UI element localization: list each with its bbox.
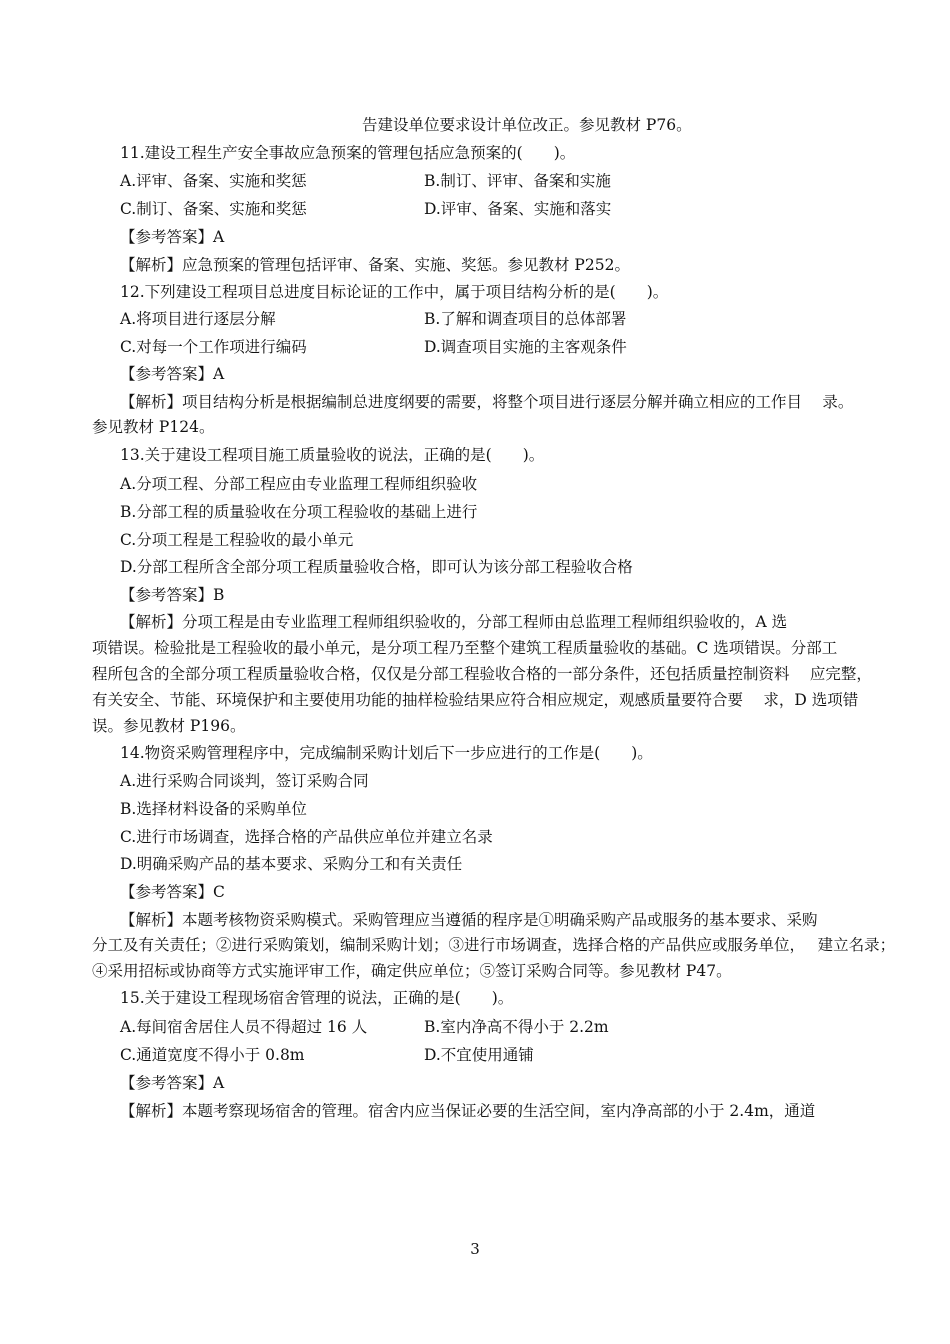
answer-label: 【参考答案】A bbox=[120, 1074, 225, 1092]
option-b: B.室内净高不得小于 2.2m bbox=[424, 1018, 609, 1036]
option-c: C.通道宽度不得小于 0.8m bbox=[120, 1046, 305, 1064]
option-b: B.选择材料设备的采购单位 bbox=[120, 800, 307, 818]
question-12: 12.下列建设工程项目总进度目标论证的工作中，属于项目结构分析的是( )。 bbox=[120, 283, 669, 301]
explanation: 【解析】本题考核物资采购模式。采购管理应当遵循的程序是①明确采购产品或服务的基本要求、采购 bbox=[120, 911, 818, 929]
question-14: 14.物资采购管理程序中，完成编制采购计划后下一步应进行的工作是( )。 bbox=[120, 744, 653, 762]
explanation: 误。参见教材 P196。 bbox=[92, 717, 246, 735]
option-d: D.分部工程所含全部分项工程质量验收合格，即可认为该分部工程验收合格 bbox=[120, 558, 633, 576]
explanation: ④采用招标或协商等方式实施评审工作，确定供应单位；⑤签订采购合同等。参见教材 P47。 bbox=[92, 962, 732, 980]
text-line: 告建设单位要求设计单位改正。参见教材 P76。 bbox=[362, 116, 692, 134]
answer-label: 【参考答案】A bbox=[120, 365, 225, 383]
option-a: A.评审、备案、实施和奖惩 bbox=[120, 172, 307, 190]
answer-label: 【参考答案】B bbox=[120, 586, 225, 604]
option-b: B.制订、评审、备案和实施 bbox=[424, 172, 611, 190]
option-c: C.制订、备案、实施和奖惩 bbox=[120, 200, 307, 218]
option-d: D.明确采购产品的基本要求、采购分工和有关责任 bbox=[120, 855, 463, 873]
answer-label: 【参考答案】A bbox=[120, 228, 225, 246]
option-c: C.分项工程是工程验收的最小单元 bbox=[120, 531, 354, 549]
option-c: C.对每一个工作项进行编码 bbox=[120, 338, 307, 356]
explanation: 项错误。检验批是工程验收的最小单元，是分项工程乃至整个建筑工程质量验收的基础。C 选项错误。分部工 bbox=[92, 639, 838, 657]
explanation: 程所包含的全部分项工程质量验收合格，仅仅是分部工程验收合格的一部分条件，还包括质量控制资料 应完整， bbox=[92, 665, 872, 683]
option-c: C.进行市场调查，选择合格的产品供应单位并建立名录 bbox=[120, 828, 493, 846]
question-15: 15.关于建设工程现场宿舍管理的说法，正确的是( )。 bbox=[120, 989, 514, 1007]
option-d: D.调查项目实施的主客观条件 bbox=[424, 338, 627, 356]
explanation: 【解析】本题考察现场宿舍的管理。宿舍内应当保证必要的生活空间，室内净高部的小于 2.4m，通道 bbox=[120, 1102, 816, 1120]
option-b: B.了解和调查项目的总体部署 bbox=[424, 310, 627, 328]
explanation: 参见教材 P124。 bbox=[92, 418, 215, 436]
page-number: 3 bbox=[470, 1240, 480, 1258]
question-11: 11.建设工程生产安全事故应急预案的管理包括应急预案的( )。 bbox=[120, 144, 576, 162]
option-d: D.评审、备案、实施和落实 bbox=[424, 200, 612, 218]
explanation: 【解析】分项工程是由专业监理工程师组织验收的，分部工程师由总监理工程师组织验收的，A 选 bbox=[120, 613, 788, 631]
option-b: B.分部工程的质量验收在分项工程验收的基础上进行 bbox=[120, 503, 478, 521]
explanation: 有关安全、节能、环境保护和主要使用功能的抽样检验结果应符合相应规定，观感质量要符合要 求，D 选项错 bbox=[92, 691, 859, 709]
question-13: 13.关于建设工程项目施工质量验收的说法，正确的是( )。 bbox=[120, 446, 545, 464]
explanation: 【解析】项目结构分析是根据编制总进度纲要的需要，将整个项目进行逐层分解并确立相应的工作目 录。 bbox=[120, 393, 854, 411]
option-a: A.将项目进行逐层分解 bbox=[120, 310, 276, 328]
explanation: 【解析】应急预案的管理包括评审、备案、实施、奖惩。参见教材 P252。 bbox=[120, 256, 630, 274]
option-a: A.进行采购合同谈判，签订采购合同 bbox=[120, 772, 369, 790]
option-d: D.不宜使用通铺 bbox=[424, 1046, 534, 1064]
option-a: A.每间宿舍居住人员不得超过 16 人 bbox=[120, 1018, 368, 1036]
option-a: A.分项工程、分部工程应由专业监理工程师组织验收 bbox=[120, 475, 478, 493]
explanation: 分工及有关责任；②进行采购策划，编制采购计划；③进行市场调查，选择合格的产品供应或服务单位， 建立名录； bbox=[92, 936, 896, 954]
answer-label: 【参考答案】C bbox=[120, 883, 225, 901]
